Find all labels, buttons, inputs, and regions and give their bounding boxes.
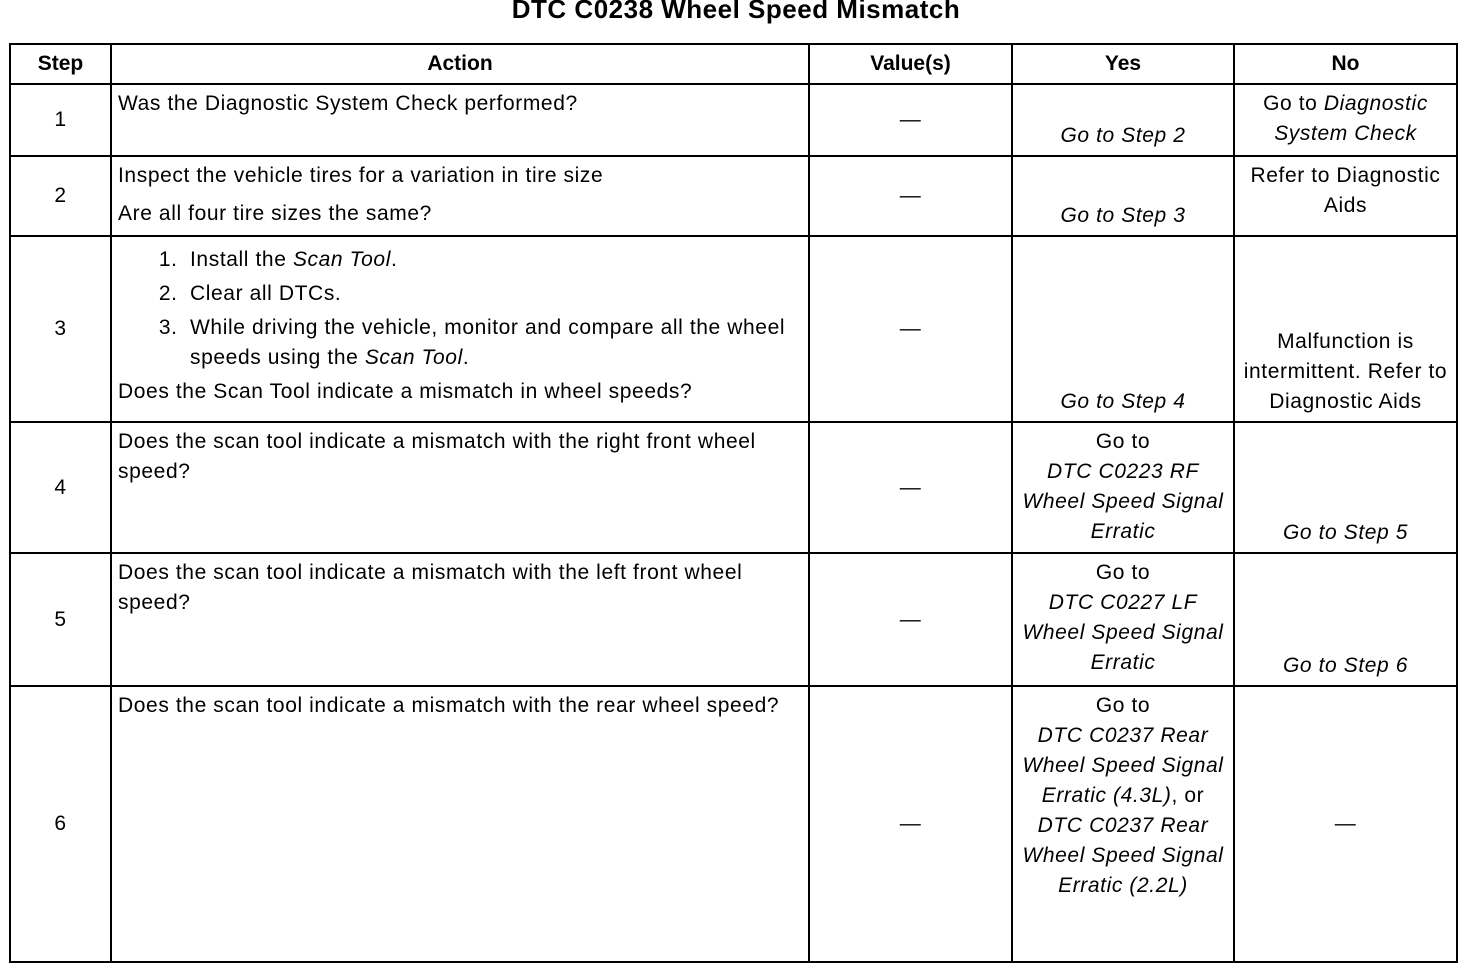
action-text: Does the scan tool indicate a mismatch with the right front wheel speed?: [118, 430, 756, 483]
value-cell: —: [809, 422, 1012, 553]
action-cell: [111, 553, 809, 686]
yes-cell: [1012, 422, 1234, 553]
action-cell: [111, 156, 809, 236]
table-row: [10, 156, 1457, 236]
yes-goto: Go to: [1095, 694, 1151, 717]
yes-target: DTC C0227 LF Wheel Speed Signal Erratic: [1022, 591, 1224, 674]
table-row: [10, 236, 1457, 422]
value-cell: —: [809, 156, 1012, 236]
no-cell: [1234, 84, 1457, 156]
yes-cell: [1012, 686, 1234, 962]
step-number: 5: [10, 553, 111, 686]
action-cell: [111, 686, 809, 962]
yes-goto: Go to: [1095, 561, 1151, 584]
yes-cell: Go to Step 2: [1012, 84, 1234, 156]
page-title: DTC C0238 Wheel Speed Mismatch: [511, 0, 961, 24]
step-number: 6: [10, 686, 111, 962]
diagnostic-table: [9, 43, 1458, 963]
action-cell: [111, 84, 809, 156]
no-cell: Go to Step 5: [1234, 422, 1457, 553]
header-step: Step: [10, 44, 111, 84]
action-text: Was the Diagnostic System Check performed?: [118, 92, 578, 115]
action-cell: [111, 422, 809, 553]
no-target: Diagnostic System Check: [1274, 92, 1428, 145]
yes-target-1: DTC C0237 Rear Wheel Speed Signal Erratic (4.3L): [1022, 724, 1224, 807]
yes-joiner: , or: [1171, 784, 1205, 807]
action-cell: [111, 236, 809, 422]
step-number: 2: [10, 156, 111, 236]
value-cell: —: [809, 686, 1012, 962]
no-cell: Refer to Diagnostic Aids: [1234, 156, 1457, 236]
yes-goto: Go to: [1095, 430, 1151, 453]
action-list: [118, 245, 802, 373]
header-row: [10, 44, 1457, 84]
yes-cell: [1012, 553, 1234, 686]
action-question: Are all four tire sizes the same?: [118, 202, 432, 225]
header-yes: Yes: [1012, 44, 1234, 84]
no-cell: Go to Step 6: [1234, 553, 1457, 686]
list-item: 1. Install the Scan Tool.: [184, 245, 802, 275]
table-row: [10, 553, 1457, 686]
step-number: 1: [10, 84, 111, 156]
no-cell: Malfunction is intermittent. Refer to Diagnostic Aids: [1234, 236, 1457, 422]
yes-target-2: DTC C0237 Rear Wheel Speed Signal Erratic (2.2L): [1022, 814, 1224, 897]
yes-cell: Go to Step 3: [1012, 156, 1234, 236]
table-row: [10, 84, 1457, 156]
yes-target: DTC C0223 RF Wheel Speed Signal Erratic: [1022, 460, 1224, 543]
table-row: [10, 422, 1457, 553]
header-values: Value(s): [809, 44, 1012, 84]
table-row: [10, 686, 1457, 962]
no-goto: Go to: [1263, 92, 1318, 115]
action-text: Does the scan tool indicate a mismatch with the rear wheel speed?: [118, 694, 780, 717]
value-cell: —: [809, 236, 1012, 422]
list-item: 2. Clear all DTCs.: [184, 279, 802, 309]
action-text: Inspect the vehicle tires for a variation in tire size: [118, 164, 604, 187]
step-number: 4: [10, 422, 111, 553]
header-no: No: [1234, 44, 1457, 84]
header-action: Action: [111, 44, 809, 84]
action-question: Does the Scan Tool indicate a mismatch in wheel speeds?: [118, 380, 693, 403]
action-text: Does the scan tool indicate a mismatch with the left front wheel speed?: [118, 561, 743, 614]
list-item: 3. While driving the vehicle, monitor and compare all the wheel speeds using the Scan Tool.: [184, 313, 802, 373]
value-cell: —: [809, 84, 1012, 156]
step-number: 3: [10, 236, 111, 422]
yes-cell: Go to Step 4: [1012, 236, 1234, 422]
no-cell: —: [1234, 686, 1457, 962]
value-cell: —: [809, 553, 1012, 686]
